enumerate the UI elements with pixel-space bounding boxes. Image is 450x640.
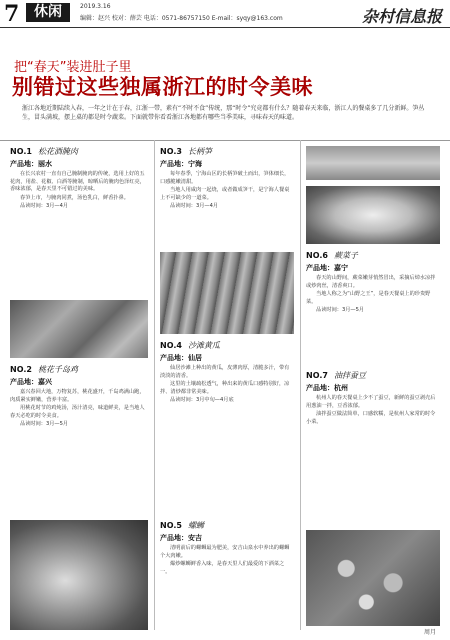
article-paragraph: 杭州人的春天餐桌上少不了蚕豆，新鲜的蚕豆剥壳后用葱油一拌，豆香浓郁。 bbox=[306, 395, 436, 409]
article-paragraph: 当地人称之为“山野之王”，是春天餐桌上的珍贵野菜。 bbox=[306, 291, 431, 305]
article-place: 产品地：仙居 bbox=[160, 354, 202, 362]
article-no2 bbox=[10, 364, 148, 432]
headline: 别错过这些独属浙江的时令美味 bbox=[12, 75, 313, 99]
issue-date: 2019.3.16 bbox=[80, 3, 111, 10]
article-paragraph: 这里的土壤疏松透气，种出来的黄瓜口感特别好，凉拌、清炒都非常美味。 bbox=[160, 381, 290, 395]
photo-bamboo-shoots bbox=[160, 252, 294, 334]
article-place: 产品地：杭州 bbox=[306, 384, 348, 392]
photo-chicken bbox=[10, 520, 148, 630]
photo-bowl bbox=[306, 186, 440, 244]
article-no3 bbox=[160, 146, 294, 214]
column-divider bbox=[300, 140, 301, 630]
column-divider bbox=[154, 140, 155, 630]
article-paragraph: 爆炒螺蛳鲜香入味，是春天里人们最爱的下酒菜之一。 bbox=[160, 561, 285, 575]
article-place: 产品地：嘉宁 bbox=[306, 264, 348, 272]
article-place: 产品地：宁海 bbox=[160, 160, 202, 168]
article-number: NO.2 桃花千岛鸡 bbox=[10, 365, 78, 374]
article-date: 品读时间：3月—5月 bbox=[20, 421, 69, 428]
article-date: 品读时间：3月中旬—4月底 bbox=[170, 397, 234, 404]
article-number: NO.7 油拌蚕豆 bbox=[306, 371, 366, 380]
article-paragraph: 春笋上市，与腌肉同煮，汤色乳白，鲜香扑鼻。 bbox=[20, 194, 129, 201]
article-date: 品读时间：3月—5月 bbox=[316, 307, 365, 314]
article-number: NO.3 长柄笋 bbox=[160, 147, 212, 156]
article-no4 bbox=[160, 340, 294, 408]
article-paragraph: 嘉兴春回大地，万物复苏，桃花盛开，千岛鸡满山跑，肉质紧实鲜嫩，营养丰富。 bbox=[10, 389, 145, 403]
article-place: 产品地：丽水 bbox=[10, 160, 52, 168]
article-paragraph: 在长兴农村一直有自己腌制腌肉的传统，选用上好的五花肉，用盐、花椒、白酒等腌制，晾晒后的腌肉色泽红亮，香味浓郁，是春天里不可错过的美味。 bbox=[10, 171, 145, 193]
article-number: NO.6 蕨菜子 bbox=[306, 251, 358, 260]
intro-paragraph: 浙江各地近期陆续入春，一年之计在于春，江浙一带，素有“不时不食”传统，那“时令”究竟都有什么？随着春天来临，浙江人的餐桌多了几分新鲜。笋丛生，冒头满坡，摆上桌的都是时令蔬菜。下面就带你看看浙江各地都有哪些当季美味，寻味春天的味道。 bbox=[22, 105, 425, 121]
article-place: 产品地：安吉 bbox=[160, 534, 202, 542]
article-paragraph: 油拌蚕豆做法简单，口感软糯，是杭州人家常的时令小菜。 bbox=[306, 411, 436, 425]
article-number: NO.1 松花酒腌肉 bbox=[10, 147, 78, 156]
editor-info: 编辑：赵兴 校对：薛芸 电话：0571-86757150 E-mail：syqy@163.com bbox=[80, 15, 283, 22]
article-date: 品读时间：3月—4月 bbox=[170, 203, 219, 210]
article-paragraph: 仙居沙滩上种出的黄瓜，皮薄肉厚，清脆多汁，带有淡淡的清香。 bbox=[160, 365, 290, 379]
article-no6 bbox=[306, 250, 440, 318]
article-paragraph: 用桃花时节的鸡炖汤，汤汁清亮，味道鲜美，是当地人春天必吃的时令美食。 bbox=[10, 405, 145, 419]
article-paragraph: 清明前后的螺蛳最为肥美，安吉山泉水中养出的螺蛳个大肉嫩。 bbox=[160, 545, 290, 559]
article-place: 产品地：嘉兴 bbox=[10, 378, 52, 386]
article-number: NO.5 螺蛳 bbox=[160, 521, 204, 530]
divider bbox=[0, 27, 450, 28]
photo-broad-beans bbox=[306, 530, 440, 626]
article-no7 bbox=[306, 370, 440, 427]
newspaper-name: 杂村信息报 bbox=[361, 7, 442, 26]
section-label: 休闲 bbox=[26, 3, 70, 22]
photo-credit: 周月 bbox=[423, 629, 436, 636]
page-number: 7 bbox=[4, 1, 20, 27]
masthead bbox=[0, 0, 450, 27]
article-no1 bbox=[10, 146, 148, 214]
photo-cured-meat bbox=[10, 300, 148, 358]
article-paragraph: 每年春季，宁海山区的长柄笋破土而出，笋体细长，口感脆嫩清甜。 bbox=[160, 171, 290, 185]
article-paragraph: 当地人用咸肉一起烧，或者做成笋干，是宁海人餐桌上不可缺少的一道菜。 bbox=[160, 187, 290, 201]
article-no5 bbox=[160, 520, 294, 577]
article-paragraph: 春天的山野间，蕨菜嫩芽悄然冒出，采摘后焯水凉拌或炒肉丝，清香爽口。 bbox=[306, 275, 436, 289]
divider bbox=[0, 140, 450, 141]
article-date: 品读时间：3月—4月 bbox=[20, 203, 69, 210]
photo-top-right bbox=[306, 146, 440, 180]
kicker: 把“春天”装进肚子里 bbox=[14, 60, 132, 75]
article-number: NO.4 沙滩黄瓜 bbox=[160, 341, 220, 350]
